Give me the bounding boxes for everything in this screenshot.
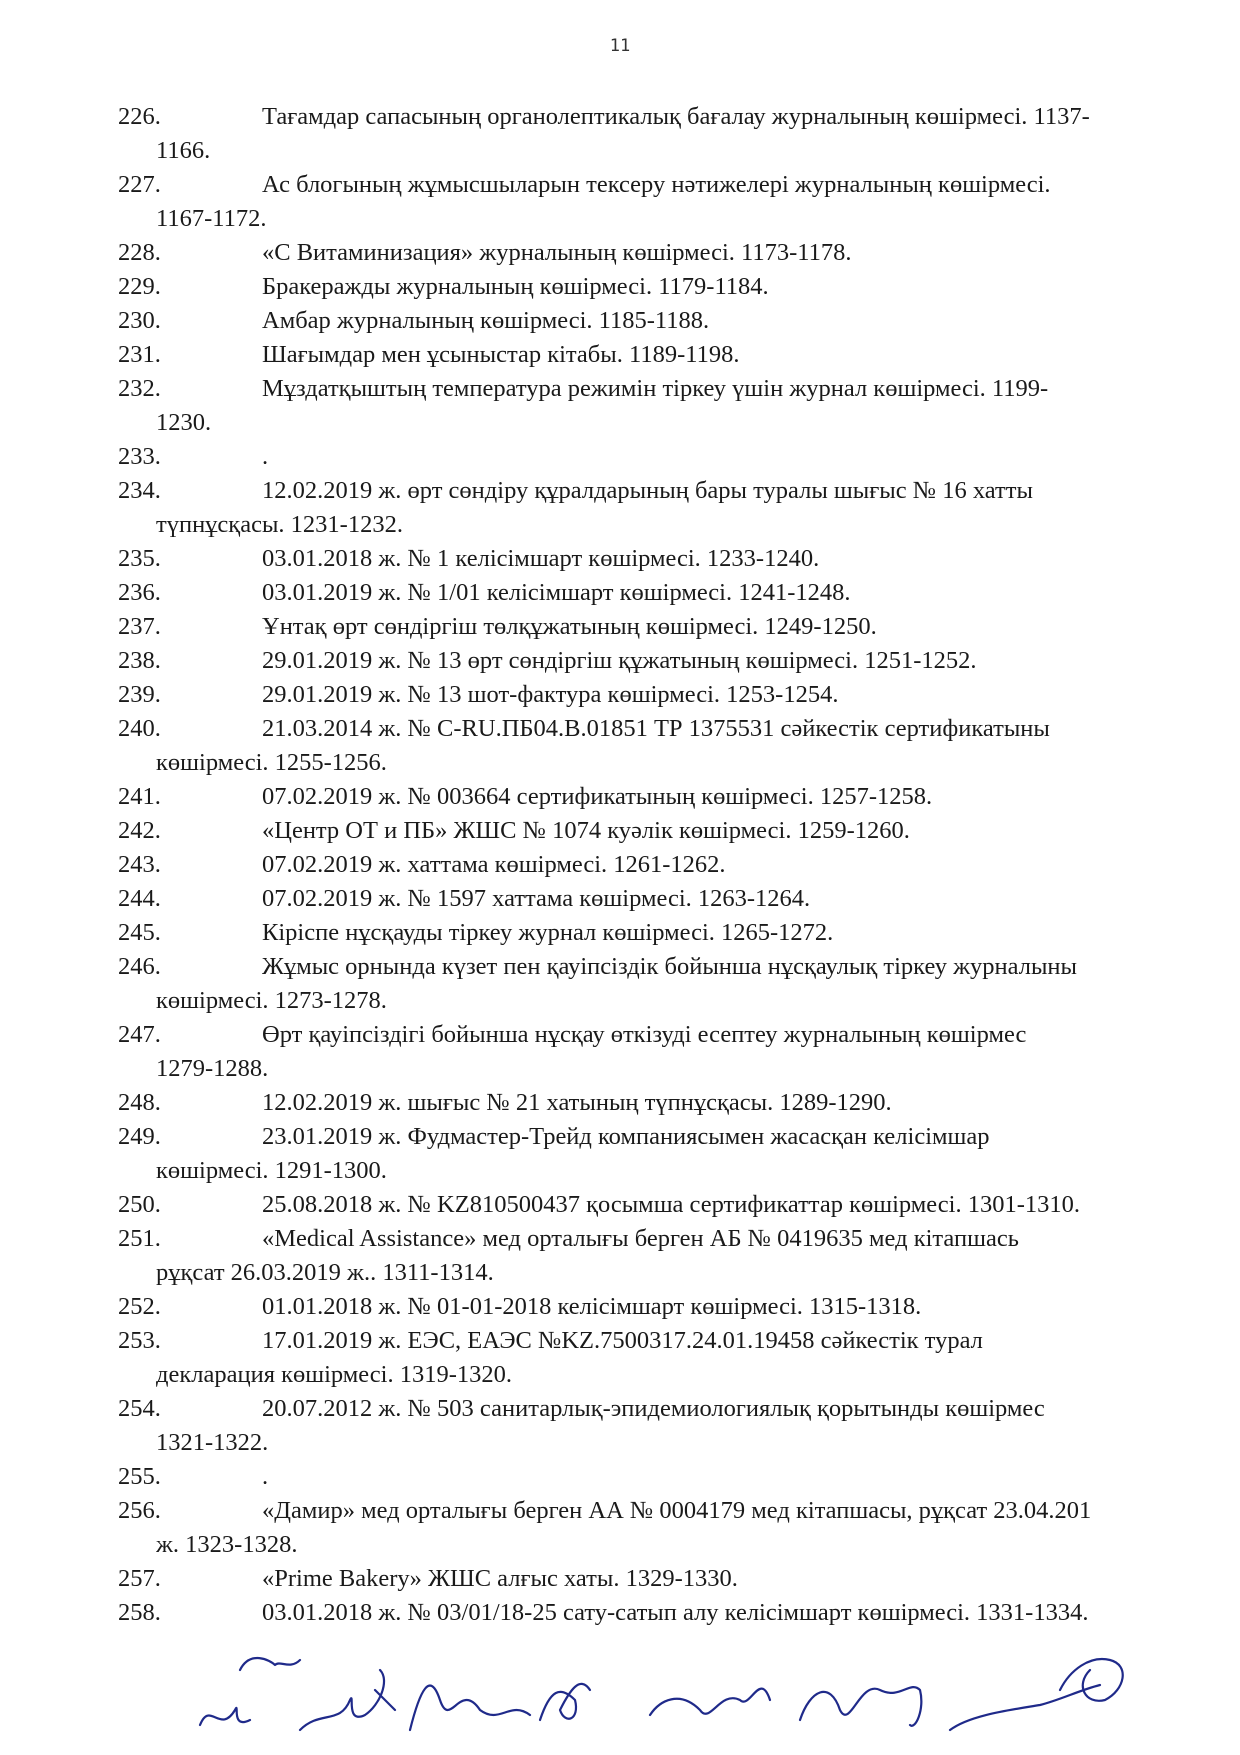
- list-item: [118, 678, 1218, 712]
- item-text-continuation: рұқсат 26.03.2019 ж.. 1311-1314.: [156, 1259, 494, 1286]
- item-text-continuation: көшірмесі. 1273-1278.: [156, 987, 387, 1014]
- item-text: Ас блогының жұмысшыларын тексеру нәтижелері журналының көшірмесі.: [262, 171, 1051, 198]
- item-number: 234.: [118, 477, 161, 504]
- item-text: Бракеражды журналының көшірмесі. 1179-1184.: [262, 273, 769, 300]
- item-number: 250.: [118, 1191, 161, 1218]
- list-item: [118, 1086, 1218, 1120]
- item-number: 252.: [118, 1293, 161, 1320]
- item-text: Тағамдар сапасының органолептикалық бағалау журналының көшірмесі. 1137-: [262, 103, 1090, 130]
- item-text: 07.02.2019 ж. хаттама көшірмесі. 1261-1262.: [262, 851, 726, 878]
- item-text: Мұздатқыштың температура режимін тіркеу үшін журнал көшірмесі. 1199-: [262, 375, 1049, 402]
- list-item: [118, 1222, 1218, 1290]
- list-item: [118, 1562, 1218, 1596]
- item-text: Кіріспе нұсқауды тіркеу журнал көшірмесі. 1265-1272.: [262, 919, 834, 946]
- item-text: 29.01.2019 ж. № 13 өрт сөндіргіш құжатының көшірмесі. 1251-1252.: [262, 647, 977, 674]
- item-text-continuation: көшірмесі. 1291-1300.: [156, 1157, 387, 1184]
- list-item: [118, 100, 1218, 168]
- item-text: 20.07.2012 ж. № 503 санитарлық-эпидемиологиялық қорытынды көшірмес: [262, 1395, 1045, 1422]
- list-item: [118, 1120, 1218, 1188]
- item-text: 12.02.2019 ж. шығыс № 21 хатының түпнұсқасы. 1289-1290.: [262, 1089, 892, 1116]
- item-number: 249.: [118, 1123, 161, 1150]
- item-text: 07.02.2019 ж. № 003664 сертификатының көшірмесі. 1257-1258.: [262, 783, 933, 810]
- list-item: [118, 474, 1218, 542]
- signature-6: [800, 1687, 921, 1726]
- list-item: [118, 542, 1218, 576]
- item-text-continuation: 1321-1322.: [156, 1429, 269, 1456]
- item-number: 232.: [118, 375, 161, 402]
- item-text: .: [262, 443, 269, 470]
- item-text: 29.01.2019 ж. № 13 шот-фактура көшірмесі. 1253-1254.: [262, 681, 839, 708]
- list-item: [118, 1392, 1218, 1460]
- list-item: [118, 1018, 1218, 1086]
- item-text-continuation: түпнұсқасы. 1231-1232.: [156, 511, 403, 538]
- list-item: [118, 168, 1218, 236]
- item-text: 12.02.2019 ж. өрт сөндіру құралдарының бары туралы шығыс № 16 хатты: [262, 477, 1033, 504]
- item-number: 248.: [118, 1089, 161, 1116]
- list-item: [118, 576, 1218, 610]
- numbered-list: [118, 100, 1218, 1630]
- item-text-continuation: декларация көшірмесі. 1319-1320.: [156, 1361, 512, 1388]
- item-text: 23.01.2019 ж. Фудмастер-Трейд компаниясымен жасасқан келісімшар: [262, 1123, 990, 1150]
- item-text: Шағымдар мен ұсыныстар кітабы. 1189-1198.: [262, 341, 740, 368]
- item-number: 235.: [118, 545, 161, 572]
- item-text: «С Витаминизация» журналының көшірмесі. 1173-1178.: [262, 239, 852, 266]
- list-item: [118, 916, 1218, 950]
- item-number: 242.: [118, 817, 161, 844]
- list-item: [118, 610, 1218, 644]
- signature-3: [410, 1686, 530, 1730]
- item-number: 226.: [118, 103, 161, 130]
- item-number: 239.: [118, 681, 161, 708]
- list-item: [118, 848, 1218, 882]
- list-item: [118, 1188, 1218, 1222]
- list-item: [118, 644, 1218, 678]
- item-text: 25.08.2018 ж. № KZ810500437 қосымша сертификаттар көшірмесі. 1301-1310.: [262, 1191, 1080, 1218]
- list-item: [118, 304, 1218, 338]
- list-item: [118, 814, 1218, 848]
- item-number: 257.: [118, 1565, 161, 1592]
- item-text: .: [262, 1463, 269, 1490]
- item-text: 17.01.2019 ж. ЕЭС, ЕАЭС №KZ.7500317.24.01.19458 сәйкестік турал: [262, 1327, 983, 1354]
- page-number: 11: [609, 36, 631, 56]
- item-text: 03.01.2018 ж. № 03/01/18-25 сату-сатып алу келісімшарт көшірмесі. 1331-1334.: [262, 1599, 1089, 1626]
- item-text: «Prime Bakery» ЖШС алғыс хаты. 1329-1330.: [262, 1565, 738, 1592]
- signature-2: [300, 1670, 395, 1730]
- item-number: 253.: [118, 1327, 161, 1354]
- item-number: 258.: [118, 1599, 161, 1626]
- item-text: 01.01.2018 ж. № 01-01-2018 келісімшарт көшірмесі. 1315-1318.: [262, 1293, 922, 1320]
- item-number: 243.: [118, 851, 161, 878]
- list-item: [118, 1460, 1218, 1494]
- item-number: 246.: [118, 953, 161, 980]
- item-text-continuation: 1279-1288.: [156, 1055, 269, 1082]
- list-item: [118, 338, 1218, 372]
- item-number: 236.: [118, 579, 161, 606]
- list-item: [118, 236, 1218, 270]
- item-number: 251.: [118, 1225, 161, 1252]
- item-text: 03.01.2018 ж. № 1 келісімшарт көшірмесі. 1233-1240.: [262, 545, 820, 572]
- list-item: [118, 1596, 1218, 1630]
- item-text-continuation: көшірмесі. 1255-1256.: [156, 749, 387, 776]
- item-text: Амбар журналының көшірмесі. 1185-1188.: [262, 307, 710, 334]
- item-text: «Medical Assistance» мед орталығы берген АБ № 0419635 мед кітапшась: [262, 1225, 1019, 1252]
- item-text: Ұнтақ өрт сөндіргіш төлқұжатының көшірмесі. 1249-1250.: [262, 613, 877, 640]
- item-text: Жұмыс орнында күзет пен қауіпсіздік бойынша нұсқаулық тіркеу журналыны: [262, 953, 1077, 980]
- item-text-continuation: 1167-1172.: [156, 205, 267, 232]
- item-text-continuation: ж. 1323-1328.: [156, 1531, 298, 1558]
- item-number: 240.: [118, 715, 161, 742]
- item-number: 229.: [118, 273, 161, 300]
- item-number: 238.: [118, 647, 161, 674]
- item-text: «Дамир» мед орталығы берген АА № 0004179 мед кітапшасы, рұқсат 23.04.201: [262, 1497, 1092, 1524]
- list-item: [118, 780, 1218, 814]
- item-number: 255.: [118, 1463, 161, 1490]
- list-item: [118, 882, 1218, 916]
- item-number: 227.: [118, 171, 161, 198]
- list-item: [118, 440, 1218, 474]
- item-number: 230.: [118, 307, 161, 334]
- item-number: 245.: [118, 919, 161, 946]
- item-text: 07.02.2019 ж. № 1597 хаттама көшірмесі. 1263-1264.: [262, 885, 811, 912]
- item-number: 244.: [118, 885, 161, 912]
- list-item: [118, 270, 1218, 304]
- list-item: [118, 1494, 1218, 1562]
- list-item: [118, 712, 1218, 780]
- item-text: Өрт қауіпсіздігі бойынша нұсқау өткізуді есептеу журналының көшірмес: [262, 1021, 1027, 1048]
- item-number: 233.: [118, 443, 161, 470]
- item-text-continuation: 1166.: [156, 137, 211, 164]
- item-number: 256.: [118, 1497, 161, 1524]
- signature-4: [540, 1684, 590, 1720]
- item-text: 03.01.2019 ж. № 1/01 келісімшарт көшірмесі. 1241-1248.: [262, 579, 851, 606]
- signature-5: [650, 1689, 770, 1715]
- list-item: [118, 1290, 1218, 1324]
- list-item: [118, 1324, 1218, 1392]
- item-text-continuation: 1230.: [156, 409, 212, 436]
- item-number: 241.: [118, 783, 161, 810]
- item-text: «Центр ОТ и ПБ» ЖШС № 1074 куәлік көшірмесі. 1259-1260.: [262, 817, 910, 844]
- item-number: 247.: [118, 1021, 161, 1048]
- list-item: [118, 372, 1218, 440]
- signature-7: [950, 1659, 1123, 1730]
- item-text: 21.03.2014 ж. № C-RU.ПБ04.В.01851 ТР 1375531 сәйкестік сертификатыны: [262, 715, 1050, 742]
- item-number: 231.: [118, 341, 161, 368]
- item-number: 228.: [118, 239, 161, 266]
- handwritten-signatures: [180, 1630, 1220, 1750]
- signature-1: [200, 1658, 300, 1725]
- list-item: [118, 950, 1218, 1018]
- item-number: 254.: [118, 1395, 161, 1422]
- item-number: 237.: [118, 613, 161, 640]
